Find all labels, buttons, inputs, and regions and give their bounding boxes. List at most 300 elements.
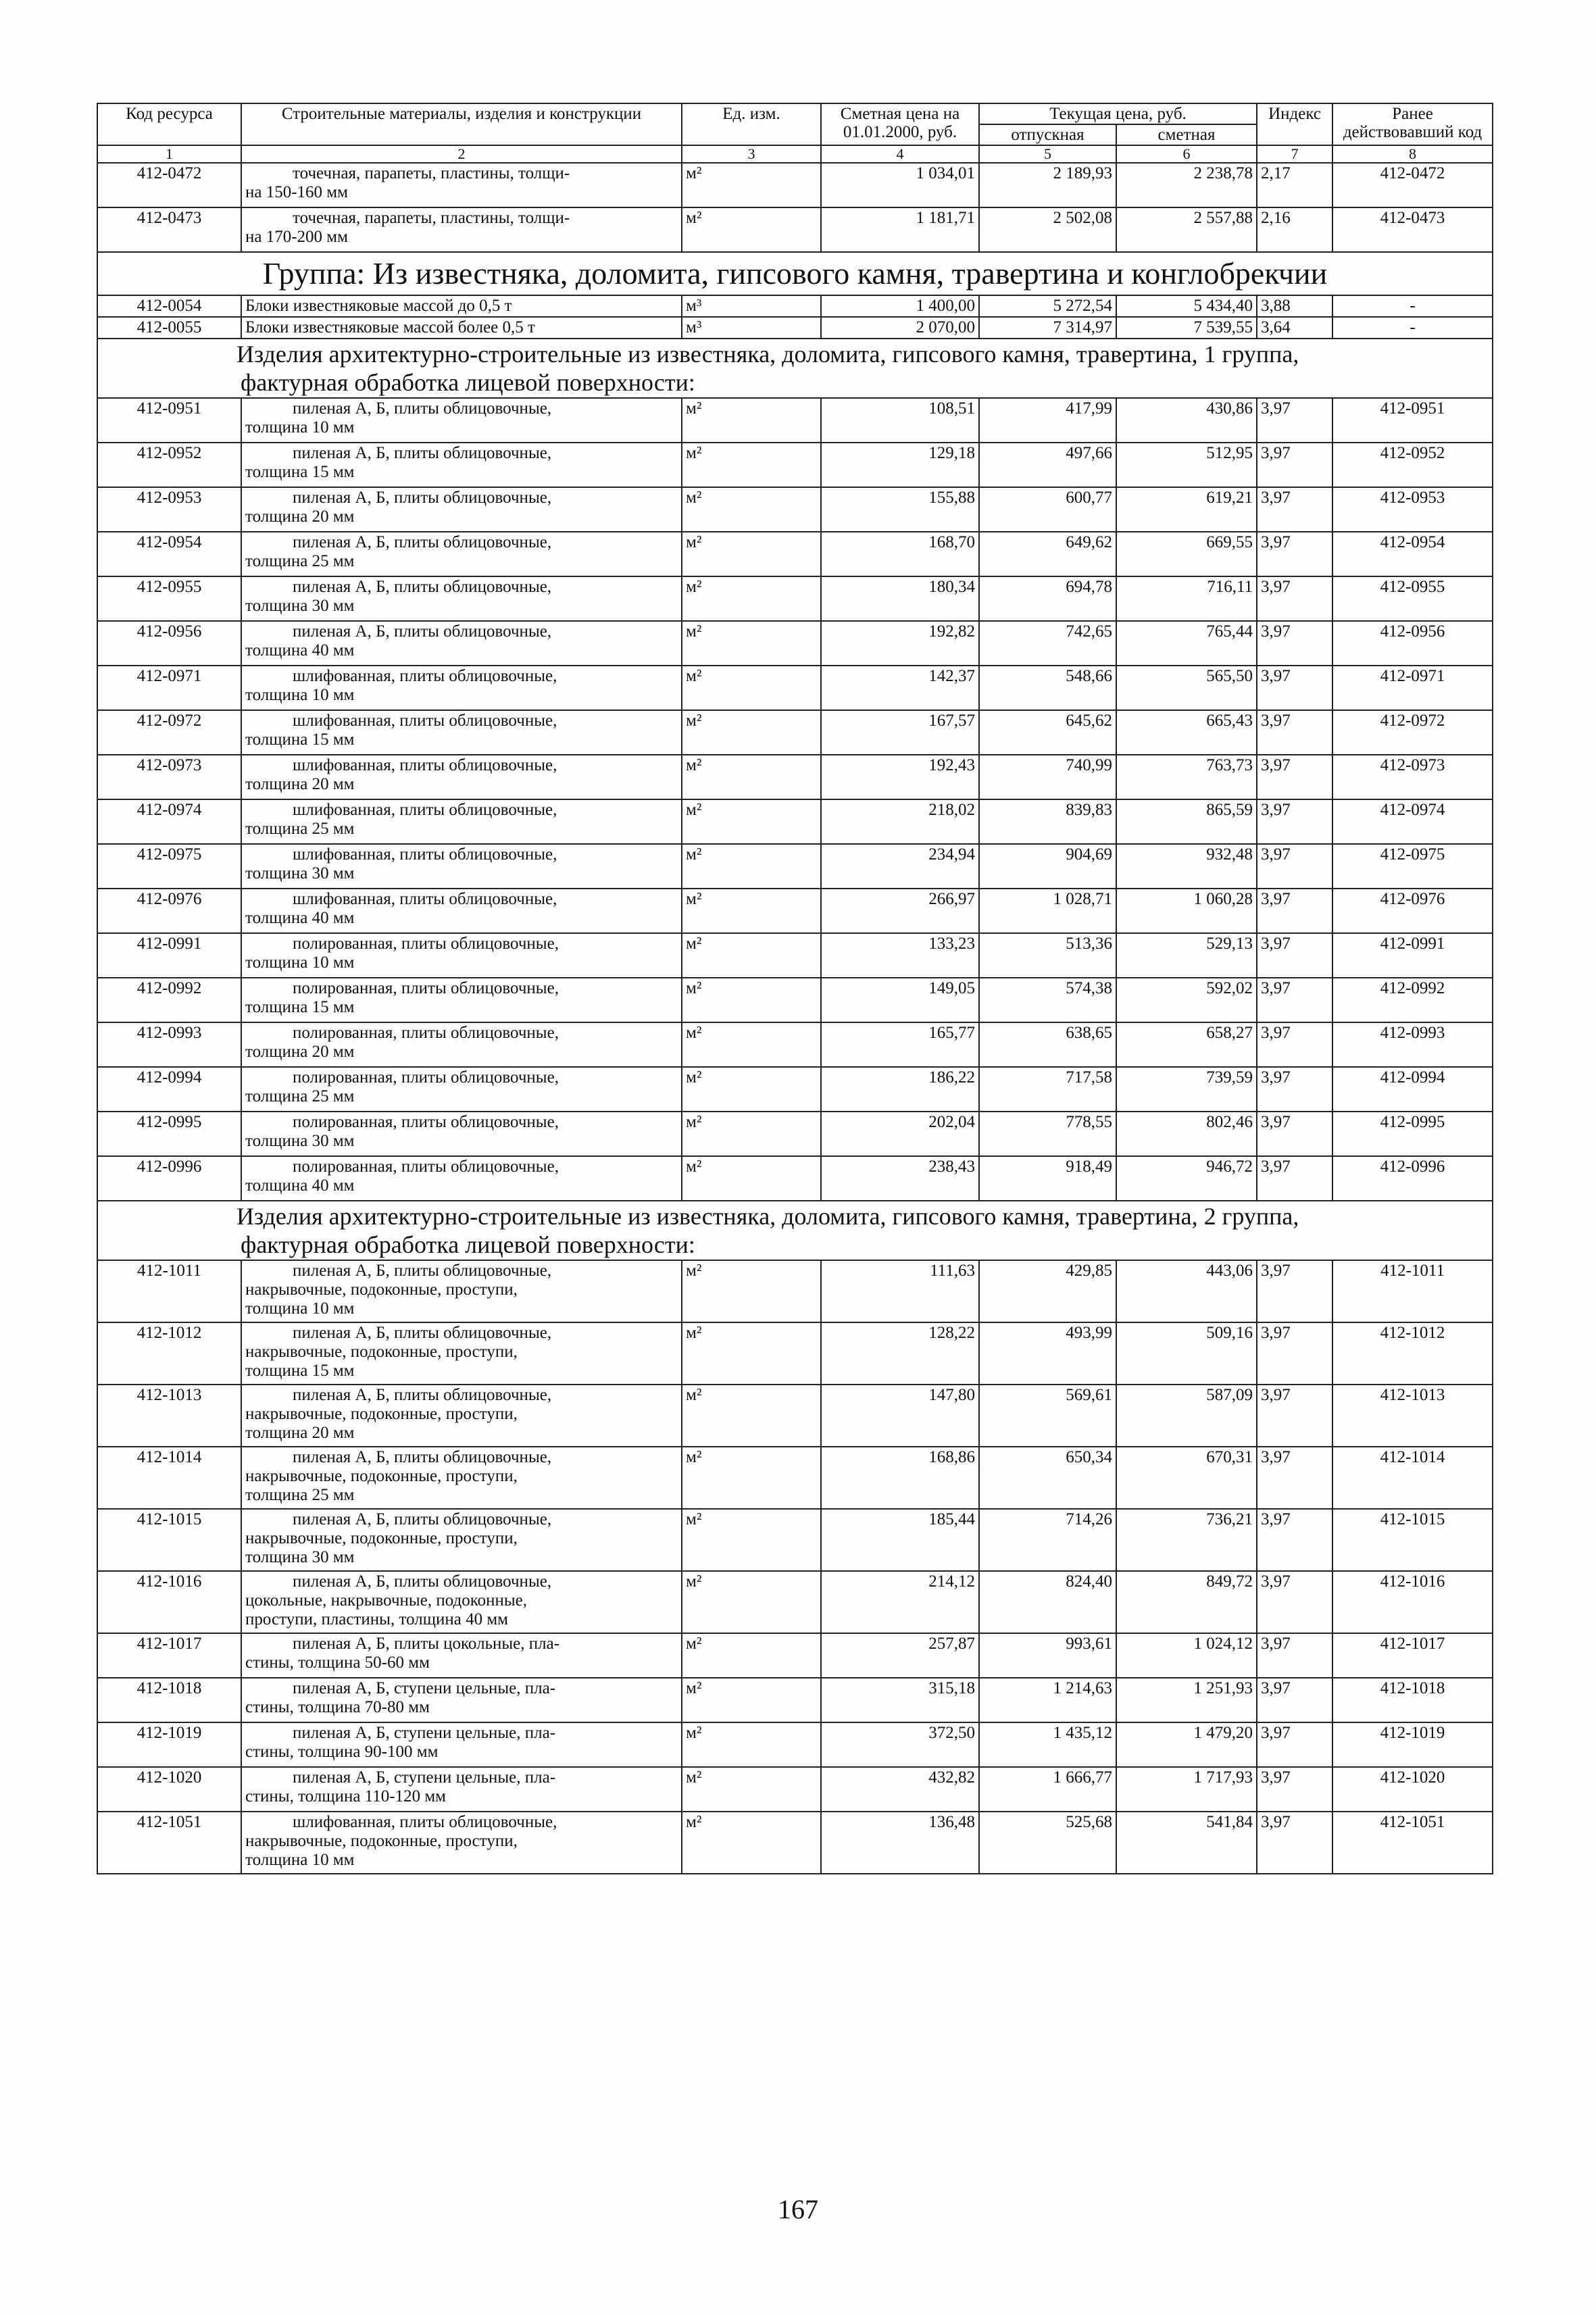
resource-code: 412-1019 — [97, 1722, 241, 1767]
material-name-line: толщина 10 мм — [245, 953, 355, 972]
release-price: 2 502,08 — [979, 207, 1116, 252]
release-price: 493,99 — [979, 1322, 1116, 1385]
material-name — [241, 1812, 682, 1874]
table-row — [97, 163, 1493, 207]
price-2000: 234,94 — [821, 844, 979, 889]
price-2000: 147,80 — [821, 1385, 979, 1447]
previous-code: 412-0954 — [1332, 532, 1493, 576]
price-index: 3,97 — [1257, 1385, 1332, 1447]
material-name-line: накрывочные, подоконные, проступи, — [245, 1832, 518, 1850]
price-index: 3,97 — [1257, 576, 1332, 621]
release-price: 650,34 — [979, 1447, 1116, 1509]
material-name-line: стины, толщина 110-120 мм — [245, 1787, 446, 1806]
section-title-line: Изделия архитектурно-строительные из известняка, доломита, гипсового камня, травертина, 1 группа, — [236, 341, 1299, 368]
header-estimate: сметная — [1116, 124, 1257, 145]
resource-code: 412-0975 — [97, 844, 241, 889]
price-index: 3,97 — [1257, 978, 1332, 1022]
unit: м² — [682, 1156, 821, 1201]
unit: м² — [682, 487, 821, 532]
price-2000: 238,43 — [821, 1156, 979, 1201]
col-number: 3 — [682, 145, 821, 163]
material-name — [241, 1633, 682, 1678]
price-index: 3,88 — [1257, 295, 1332, 317]
material-name — [241, 1322, 682, 1385]
estimate-price: 509,16 — [1116, 1322, 1257, 1385]
table-row — [97, 1385, 1493, 1447]
estimate-price: 802,46 — [1116, 1112, 1257, 1156]
estimate-price: 7 539,55 — [1116, 317, 1257, 339]
top-rows — [97, 163, 1493, 252]
material-name-line: шлифованная, плиты облицовочные, — [293, 712, 557, 730]
material-name — [241, 207, 682, 252]
price-2000: 149,05 — [821, 978, 979, 1022]
resource-code: 412-0054 — [97, 295, 241, 317]
unit: м² — [682, 1571, 821, 1633]
material-name-line: шлифованная, плиты облицовочные, — [293, 845, 557, 864]
unit: м² — [682, 1112, 821, 1156]
material-name-line: толщина 40 мм — [245, 909, 355, 927]
material-name-line: толщина 30 мм — [245, 1132, 355, 1150]
col-number: 4 — [821, 145, 979, 163]
material-name — [241, 1447, 682, 1509]
table-row — [97, 1260, 1493, 1322]
material-name — [241, 1112, 682, 1156]
price-index: 3,64 — [1257, 317, 1332, 339]
table-row — [97, 933, 1493, 978]
material-name-line: толщина 15 мм — [245, 998, 355, 1016]
material-name-line: накрывочные, подоконные, проступи, — [245, 1405, 518, 1423]
material-name-line: пиленая А, Б, плиты облицовочные, — [293, 1510, 552, 1528]
release-price: 638,65 — [979, 1022, 1116, 1067]
material-name-line: стины, толщина 90-100 мм — [245, 1743, 439, 1761]
price-2000: 129,18 — [821, 443, 979, 487]
material-name: Блоки известняковые массой более 0,5 т — [241, 317, 682, 339]
resource-code: 412-1018 — [97, 1678, 241, 1722]
previous-code: 412-0951 — [1332, 398, 1493, 443]
unit: м² — [682, 532, 821, 576]
release-price: 904,69 — [979, 844, 1116, 889]
resource-code: 412-0472 — [97, 163, 241, 207]
resource-code: 412-1016 — [97, 1571, 241, 1633]
release-price: 694,78 — [979, 576, 1116, 621]
release-price: 993,61 — [979, 1633, 1116, 1678]
release-price: 1 435,12 — [979, 1722, 1116, 1767]
material-name-line: полированная, плиты облицовочные, — [293, 1158, 559, 1176]
previous-code: 412-1013 — [1332, 1385, 1493, 1447]
table-row — [97, 1112, 1493, 1156]
previous-code: 412-1019 — [1332, 1722, 1493, 1767]
release-price: 429,85 — [979, 1260, 1116, 1322]
table-row — [97, 487, 1493, 532]
material-name-line: полированная, плиты облицовочные, — [293, 1024, 559, 1042]
previous-code: 412-1018 — [1332, 1678, 1493, 1722]
price-2000: 142,37 — [821, 666, 979, 710]
section-title — [97, 339, 1493, 398]
table-row — [97, 1571, 1493, 1633]
material-name — [241, 844, 682, 889]
estimate-price: 669,55 — [1116, 532, 1257, 576]
price-2000: 167,57 — [821, 710, 979, 755]
material-name-line: толщина 20 мм — [245, 507, 355, 526]
material-name-line: толщина 25 мм — [245, 552, 355, 570]
price-index: 3,97 — [1257, 844, 1332, 889]
unit: м² — [682, 933, 821, 978]
estimate-price: 592,02 — [1116, 978, 1257, 1022]
material-name — [241, 1678, 682, 1722]
material-name — [241, 398, 682, 443]
estimate-price: 619,21 — [1116, 487, 1257, 532]
material-name-line: накрывочные, подоконные, проступи, — [245, 1343, 518, 1361]
table-row — [97, 1678, 1493, 1722]
section-1-rows — [97, 398, 1493, 1201]
unit: м² — [682, 1447, 821, 1509]
header-code: Код ресурса — [97, 103, 241, 145]
unit: м³ — [682, 295, 821, 317]
price-2000: 180,34 — [821, 576, 979, 621]
release-price: 5 272,54 — [979, 295, 1116, 317]
resource-code: 412-0956 — [97, 621, 241, 666]
table-row — [97, 710, 1493, 755]
price-2000: 168,70 — [821, 532, 979, 576]
price-index: 3,97 — [1257, 1447, 1332, 1509]
resource-code: 412-1013 — [97, 1385, 241, 1447]
estimate-price: 946,72 — [1116, 1156, 1257, 1201]
resource-code: 412-1017 — [97, 1633, 241, 1678]
price-2000: 165,77 — [821, 1022, 979, 1067]
material-name-line: точечная, парапеты, пластины, толщи- — [293, 164, 570, 182]
resource-code: 412-1051 — [97, 1812, 241, 1874]
material-name-line: пиленая А, Б, плиты облицовочные, — [293, 399, 552, 418]
material-name-line: пиленая А, Б, плиты облицовочные, — [293, 1572, 552, 1591]
resource-code: 412-1014 — [97, 1447, 241, 1509]
material-name — [241, 487, 682, 532]
price-2000: 2 070,00 — [821, 317, 979, 339]
previous-code: - — [1332, 295, 1493, 317]
previous-code: 412-0991 — [1332, 933, 1493, 978]
material-name-line: пиленая А, Б, плиты облицовочные, — [293, 578, 552, 596]
material-name-line: толщина 15 мм — [245, 730, 355, 749]
estimate-price: 658,27 — [1116, 1022, 1257, 1067]
estimate-price: 2 238,78 — [1116, 163, 1257, 207]
table-row — [97, 889, 1493, 933]
estimate-price: 1 251,93 — [1116, 1678, 1257, 1722]
price-index: 3,97 — [1257, 487, 1332, 532]
resource-code: 412-0972 — [97, 710, 241, 755]
price-index: 3,97 — [1257, 1260, 1332, 1322]
material-name — [241, 755, 682, 799]
material-name-line: пиленая А, Б, плиты облицовочные, — [293, 1448, 552, 1466]
section-2-heading — [97, 1201, 1493, 1260]
material-name — [241, 799, 682, 844]
price-2000: 1 034,01 — [821, 163, 979, 207]
table-row — [97, 295, 1493, 317]
table-row — [97, 844, 1493, 889]
material-name-line: накрывочные, подоконные, проступи, — [245, 1529, 518, 1547]
material-name-line: толщина 30 мм — [245, 1548, 355, 1566]
material-name — [241, 163, 682, 207]
price-2000: 266,97 — [821, 889, 979, 933]
material-name-line: толщина 25 мм — [245, 1087, 355, 1105]
resource-code: 412-1011 — [97, 1260, 241, 1322]
previous-code: 412-0956 — [1332, 621, 1493, 666]
unit: м² — [682, 755, 821, 799]
previous-code: 412-1051 — [1332, 1812, 1493, 1874]
table-row — [97, 799, 1493, 844]
release-price: 497,66 — [979, 443, 1116, 487]
material-name-line: цокольные, накрывочные, подоконные, — [245, 1591, 527, 1610]
previous-code: 412-0995 — [1332, 1112, 1493, 1156]
estimate-price: 1 479,20 — [1116, 1722, 1257, 1767]
material-name-line: пиленая А, Б, ступени цельные, пла- — [293, 1679, 556, 1697]
section-title-row — [97, 1201, 1493, 1260]
previous-code: 412-0973 — [1332, 755, 1493, 799]
price-2000: 192,43 — [821, 755, 979, 799]
price-2000: 202,04 — [821, 1112, 979, 1156]
section-title — [97, 1201, 1493, 1260]
price-2000: 185,44 — [821, 1509, 979, 1571]
material-name-line: пиленая А, Б, плиты облицовочные, — [293, 1262, 552, 1280]
release-price: 1 028,71 — [979, 889, 1116, 933]
release-price: 569,61 — [979, 1385, 1116, 1447]
previous-code: 412-1012 — [1332, 1322, 1493, 1385]
estimate-price: 5 434,40 — [1116, 295, 1257, 317]
resource-code: 412-0996 — [97, 1156, 241, 1201]
page-number: 167 — [778, 2194, 818, 2224]
resource-code: 412-0952 — [97, 443, 241, 487]
price-index: 3,97 — [1257, 710, 1332, 755]
price-index: 3,97 — [1257, 532, 1332, 576]
release-price: 839,83 — [979, 799, 1116, 844]
material-name-line: накрывочные, подоконные, проступи, — [245, 1467, 518, 1485]
price-2000: 136,48 — [821, 1812, 979, 1874]
table-row — [97, 398, 1493, 443]
material-name — [241, 1156, 682, 1201]
resource-code: 412-0976 — [97, 889, 241, 933]
resource-code: 412-0473 — [97, 207, 241, 252]
resource-code: 412-0953 — [97, 487, 241, 532]
resource-code: 412-0995 — [97, 1112, 241, 1156]
material-name-line: полированная, плиты облицовочные, — [293, 1068, 559, 1087]
resource-code: 412-0951 — [97, 398, 241, 443]
material-name-line: пиленая А, Б, плиты облицовочные, — [293, 533, 552, 551]
material-name — [241, 666, 682, 710]
unit: м² — [682, 710, 821, 755]
material-name-line: пиленая А, Б, ступени цельные, пла- — [293, 1724, 556, 1742]
material-name-line: толщина 40 мм — [245, 641, 355, 659]
material-name — [241, 978, 682, 1022]
header-name: Строительные материалы, изделия и конструкции — [241, 103, 682, 145]
section-1-heading — [97, 339, 1493, 398]
release-price: 717,58 — [979, 1067, 1116, 1112]
material-name — [241, 1509, 682, 1571]
price-index: 3,97 — [1257, 1509, 1332, 1571]
header-release: отпускная — [979, 124, 1116, 145]
material-name-line: толщина 10 мм — [245, 418, 355, 437]
resource-code: 412-0974 — [97, 799, 241, 844]
material-name-line: стины, толщина 50-60 мм — [245, 1653, 430, 1672]
price-index: 3,97 — [1257, 1571, 1332, 1633]
table-row — [97, 1067, 1493, 1112]
price-index: 3,97 — [1257, 933, 1332, 978]
resource-code: 412-0991 — [97, 933, 241, 978]
header-numbers-row — [97, 145, 1493, 163]
resource-code: 412-0994 — [97, 1067, 241, 1112]
table-row — [97, 1633, 1493, 1678]
header-current-price: Текущая цена, руб. — [979, 103, 1257, 124]
material-name-line: накрывочные, подоконные, проступи, — [245, 1280, 518, 1299]
section-2-rows — [97, 1260, 1493, 1874]
previous-code: 412-1015 — [1332, 1509, 1493, 1571]
release-price: 7 314,97 — [979, 317, 1116, 339]
estimate-price: 1 717,93 — [1116, 1767, 1257, 1812]
price-index: 3,97 — [1257, 1322, 1332, 1385]
header-prev-code: Ранее действовавший код — [1332, 103, 1493, 145]
header-row-1 — [97, 103, 1493, 124]
header-unit: Ед. изм. — [682, 103, 821, 145]
material-name-line: пиленая А, Б, плиты облицовочные, — [293, 1386, 552, 1404]
estimate-price: 765,44 — [1116, 621, 1257, 666]
resource-code: 412-0055 — [97, 317, 241, 339]
price-index: 3,97 — [1257, 1767, 1332, 1812]
release-price: 742,65 — [979, 621, 1116, 666]
resource-code: 412-1012 — [97, 1322, 241, 1385]
previous-code: 412-1016 — [1332, 1571, 1493, 1633]
estimate-price: 739,59 — [1116, 1067, 1257, 1112]
material-name-line: толщина 15 мм — [245, 463, 355, 481]
price-index: 2,17 — [1257, 163, 1332, 207]
material-name-line: толщина 20 мм — [245, 1043, 355, 1061]
price-index: 3,97 — [1257, 1067, 1332, 1112]
table-row — [97, 443, 1493, 487]
release-price: 600,77 — [979, 487, 1116, 532]
release-price: 740,99 — [979, 755, 1116, 799]
unit: м² — [682, 1022, 821, 1067]
estimate-price: 849,72 — [1116, 1571, 1257, 1633]
material-name-line: толщина 40 мм — [245, 1176, 355, 1195]
resource-code: 412-0954 — [97, 532, 241, 576]
previous-code: 412-0992 — [1332, 978, 1493, 1022]
estimate-price: 932,48 — [1116, 844, 1257, 889]
table-row — [97, 1447, 1493, 1509]
release-price: 417,99 — [979, 398, 1116, 443]
unit: м² — [682, 398, 821, 443]
unit: м³ — [682, 317, 821, 339]
previous-code: 412-1014 — [1332, 1447, 1493, 1509]
price-2000: 257,87 — [821, 1633, 979, 1678]
material-name — [241, 1571, 682, 1633]
resource-code: 412-0973 — [97, 755, 241, 799]
material-name-line: толщина 20 мм — [245, 775, 355, 793]
release-price: 649,62 — [979, 532, 1116, 576]
col-number: 8 — [1332, 145, 1493, 163]
price-2000: 168,86 — [821, 1447, 979, 1509]
material-name-line: шлифованная, плиты облицовочные, — [293, 890, 557, 908]
price-2000: 111,63 — [821, 1260, 979, 1322]
material-name-line: стины, толщина 70-80 мм — [245, 1698, 430, 1716]
resource-code: 412-1020 — [97, 1767, 241, 1812]
price-index: 3,97 — [1257, 621, 1332, 666]
estimate-price: 763,73 — [1116, 755, 1257, 799]
group-title: Группа: Из известняка, доломита, гипсового камня, травертина и конглобрекчии — [97, 252, 1493, 295]
previous-code: 412-0996 — [1332, 1156, 1493, 1201]
unit: м² — [682, 1509, 821, 1571]
material-name — [241, 1385, 682, 1447]
material-name-line: толщина 30 мм — [245, 597, 355, 615]
price-index: 3,97 — [1257, 755, 1332, 799]
unit: м² — [682, 576, 821, 621]
price-index: 3,97 — [1257, 1633, 1332, 1678]
release-price: 918,49 — [979, 1156, 1116, 1201]
material-name-line: шлифованная, плиты облицовочные, — [293, 1813, 557, 1831]
estimate-price: 1 024,12 — [1116, 1633, 1257, 1678]
previous-code: 412-0974 — [1332, 799, 1493, 844]
release-price: 1 666,77 — [979, 1767, 1116, 1812]
previous-code: 412-0473 — [1332, 207, 1493, 252]
price-table — [97, 103, 1493, 1874]
material-name: Блоки известняковые массой до 0,5 т — [241, 295, 682, 317]
price-index: 3,97 — [1257, 799, 1332, 844]
previous-code: 412-1017 — [1332, 1633, 1493, 1678]
estimate-price: 512,95 — [1116, 443, 1257, 487]
unit: м² — [682, 1260, 821, 1322]
previous-code: 412-0975 — [1332, 844, 1493, 889]
price-2000: 108,51 — [821, 398, 979, 443]
resource-code: 412-0955 — [97, 576, 241, 621]
material-name — [241, 933, 682, 978]
unit: м² — [682, 1812, 821, 1874]
table-row — [97, 978, 1493, 1022]
material-name-line: пиленая А, Б, плиты облицовочные, — [293, 622, 552, 641]
previous-code: 412-0972 — [1332, 710, 1493, 755]
material-name-line: толщина 25 мм — [245, 820, 355, 838]
material-name-line: толщина 10 мм — [245, 1851, 355, 1869]
col-number: 1 — [97, 145, 241, 163]
unit: м² — [682, 1767, 821, 1812]
resource-code: 412-0971 — [97, 666, 241, 710]
price-2000: 372,50 — [821, 1722, 979, 1767]
unit: м² — [682, 666, 821, 710]
material-name-line: на 150-160 мм — [245, 183, 348, 201]
material-name-line: толщина 20 мм — [245, 1424, 355, 1442]
unit: м² — [682, 1385, 821, 1447]
price-index: 3,97 — [1257, 1112, 1332, 1156]
unit: м² — [682, 1678, 821, 1722]
estimate-price: 716,11 — [1116, 576, 1257, 621]
unit: м² — [682, 844, 821, 889]
material-name-line: толщина 15 мм — [245, 1362, 355, 1380]
unit: м² — [682, 799, 821, 844]
table-row — [97, 755, 1493, 799]
section-title-line: фактурная обработка лицевой поверхности: — [241, 1231, 695, 1258]
unit: м² — [682, 1633, 821, 1678]
table-row — [97, 207, 1493, 252]
unit: м² — [682, 1322, 821, 1385]
material-name-line: пиленая А, Б, плиты цокольные, пла- — [293, 1635, 560, 1653]
price-2000: 186,22 — [821, 1067, 979, 1112]
price-index: 3,97 — [1257, 1678, 1332, 1722]
group-title-row — [97, 252, 1493, 295]
material-name-line: пиленая А, Б, плиты облицовочные, — [293, 1324, 552, 1342]
col-number: 5 — [979, 145, 1116, 163]
estimate-price: 443,06 — [1116, 1260, 1257, 1322]
estimate-price: 665,43 — [1116, 710, 1257, 755]
table-row — [97, 621, 1493, 666]
price-index: 3,97 — [1257, 398, 1332, 443]
unit: м² — [682, 978, 821, 1022]
resource-code: 412-0993 — [97, 1022, 241, 1067]
price-index: 3,97 — [1257, 1022, 1332, 1067]
estimate-price: 587,09 — [1116, 1385, 1257, 1447]
